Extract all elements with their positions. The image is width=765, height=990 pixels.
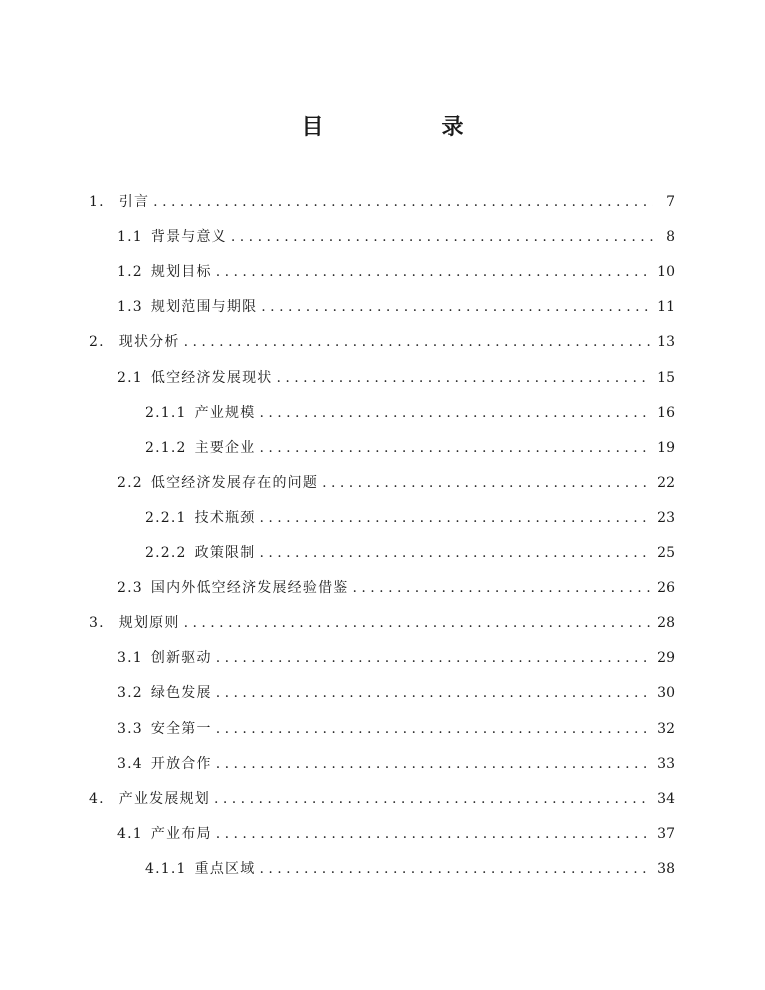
toc-entry-title: 规划原则 <box>118 615 180 632</box>
toc-entry[interactable] <box>117 679 675 703</box>
toc-entry-title: 政策限制 <box>194 545 256 561</box>
toc-entry-page-number: 37 <box>657 825 675 842</box>
toc-entry-page-number: 28 <box>657 615 675 632</box>
toc-dot-leader <box>216 719 651 739</box>
toc-dot-leader <box>216 824 651 844</box>
toc-entry[interactable] <box>89 188 675 212</box>
toc-entry-page-number: 29 <box>657 650 675 667</box>
toc-entry[interactable] <box>117 223 675 247</box>
toc-entry-number: 4.1.1 <box>145 860 187 877</box>
toc-entry-title: 绿色发展 <box>150 685 212 702</box>
toc-dot-leader <box>216 262 651 282</box>
toc-dot-leader <box>352 578 651 598</box>
toc-entry[interactable] <box>117 293 675 317</box>
toc-entry-number: 2.2.1 <box>145 509 187 526</box>
toc-entry[interactable] <box>145 399 675 423</box>
toc-dot-leader <box>184 613 652 633</box>
toc-entry-title: 规划目标 <box>150 264 212 281</box>
toc-entry-number: 2.1.1 <box>145 404 187 421</box>
toc-entry-page-number: 32 <box>657 720 675 737</box>
toc-entry-number: 1.1 <box>117 229 143 246</box>
toc-entry-number: 2.1.2 <box>145 439 187 456</box>
toc-entry-number: 2. <box>89 334 105 351</box>
toc-entry-number: 1.2 <box>117 264 143 281</box>
toc-dot-leader <box>153 192 653 212</box>
toc-dot-leader <box>259 508 651 528</box>
toc-entry-page-number: 22 <box>657 474 675 491</box>
toc-entry-page-number: 23 <box>657 509 675 526</box>
toc-entry-title: 开放合作 <box>150 755 212 772</box>
toc-entry[interactable] <box>89 785 675 809</box>
toc-entry-page-number: 38 <box>657 860 675 877</box>
toc-entry[interactable] <box>89 609 675 633</box>
toc-dot-leader <box>276 368 651 388</box>
toc-entry[interactable] <box>145 855 675 879</box>
toc-entry-title: 背景与意义 <box>150 229 227 246</box>
toc-entry-page-number: 10 <box>657 264 675 281</box>
toc-dot-leader <box>259 859 651 879</box>
toc-entry[interactable] <box>117 715 675 739</box>
toc-entry-page-number: 33 <box>657 755 675 772</box>
toc-entry-title: 重点区域 <box>194 860 256 877</box>
toc-entry[interactable] <box>145 434 675 458</box>
toc-entry-title: 现状分析 <box>118 334 180 351</box>
toc-entry-page-number: 26 <box>657 580 675 597</box>
toc-entry-number: 2.3 <box>117 580 143 597</box>
toc-dot-leader <box>259 438 651 458</box>
toc-entry-number: 3.2 <box>117 685 143 702</box>
toc-entry-number: 1. <box>89 194 105 210</box>
toc-entry-page-number: 34 <box>657 790 675 807</box>
toc-entry-title: 低空经济发展现状 <box>150 369 273 386</box>
toc-entry-title: 引言 <box>118 194 150 210</box>
toc-entry-number: 2.1 <box>117 369 143 386</box>
toc-dot-leader <box>184 332 652 352</box>
toc-dot-leader <box>216 754 651 774</box>
toc-entry-number: 3. <box>89 615 105 632</box>
toc-dot-leader <box>231 227 653 247</box>
toc-entry[interactable] <box>145 504 675 528</box>
toc-entry-page-number: 8 <box>666 229 675 246</box>
toc-entry-page-number: 30 <box>657 685 675 702</box>
toc-dot-leader <box>216 648 651 668</box>
toc-entry-page-number: 7 <box>666 194 675 210</box>
toc-entry-number: 4. <box>89 790 105 807</box>
toc-entry-number: 4.1 <box>117 825 143 842</box>
toc-entry[interactable] <box>117 469 675 493</box>
toc-dot-leader <box>261 297 651 317</box>
toc-dot-leader <box>214 789 651 809</box>
toc-entry-page-number: 19 <box>657 439 675 456</box>
toc-dot-leader <box>259 543 651 563</box>
toc-entry-title: 产业规模 <box>194 404 256 421</box>
toc-entry-page-number: 11 <box>657 299 675 316</box>
toc-entry-title: 低空经济发展存在的问题 <box>150 474 319 491</box>
toc-entry-title: 产业布局 <box>150 825 212 842</box>
toc-entry[interactable] <box>117 644 675 668</box>
toc-entry[interactable] <box>117 750 675 774</box>
toc-entry[interactable] <box>117 574 675 598</box>
toc-entry-title: 产业发展规划 <box>118 790 210 807</box>
toc-entry-title: 国内外低空经济发展经验借鉴 <box>150 580 349 597</box>
toc-entry-number: 2.2.2 <box>145 545 187 561</box>
toc-entry-number: 1.3 <box>117 299 143 316</box>
toc-entry-title: 主要企业 <box>194 439 256 456</box>
toc-entry-title: 安全第一 <box>150 720 212 737</box>
toc-entry-title: 创新驱动 <box>150 650 212 667</box>
page-title: 目 录 <box>301 115 512 140</box>
toc-entry[interactable] <box>145 539 675 563</box>
toc-entry-title: 规划范围与期限 <box>150 299 258 316</box>
toc-entry[interactable] <box>117 258 675 282</box>
toc-entry-page-number: 16 <box>657 404 675 421</box>
toc-entry[interactable] <box>117 820 675 844</box>
toc-dot-leader <box>322 473 651 493</box>
toc-entry-page-number: 25 <box>657 545 675 561</box>
toc-entry-title: 技术瓶颈 <box>194 509 256 526</box>
toc-entry-number: 2.2 <box>117 474 143 491</box>
toc-entry-number: 3.3 <box>117 720 143 737</box>
toc-entry-number: 3.1 <box>117 650 143 667</box>
toc-entry-page-number: 13 <box>657 334 675 351</box>
toc-entry-page-number: 15 <box>657 369 675 386</box>
toc-dot-leader <box>216 683 651 703</box>
toc-entry[interactable] <box>89 328 675 352</box>
toc-entry-number: 3.4 <box>117 755 143 772</box>
toc-dot-leader <box>259 403 651 423</box>
toc-entry[interactable] <box>117 364 675 388</box>
